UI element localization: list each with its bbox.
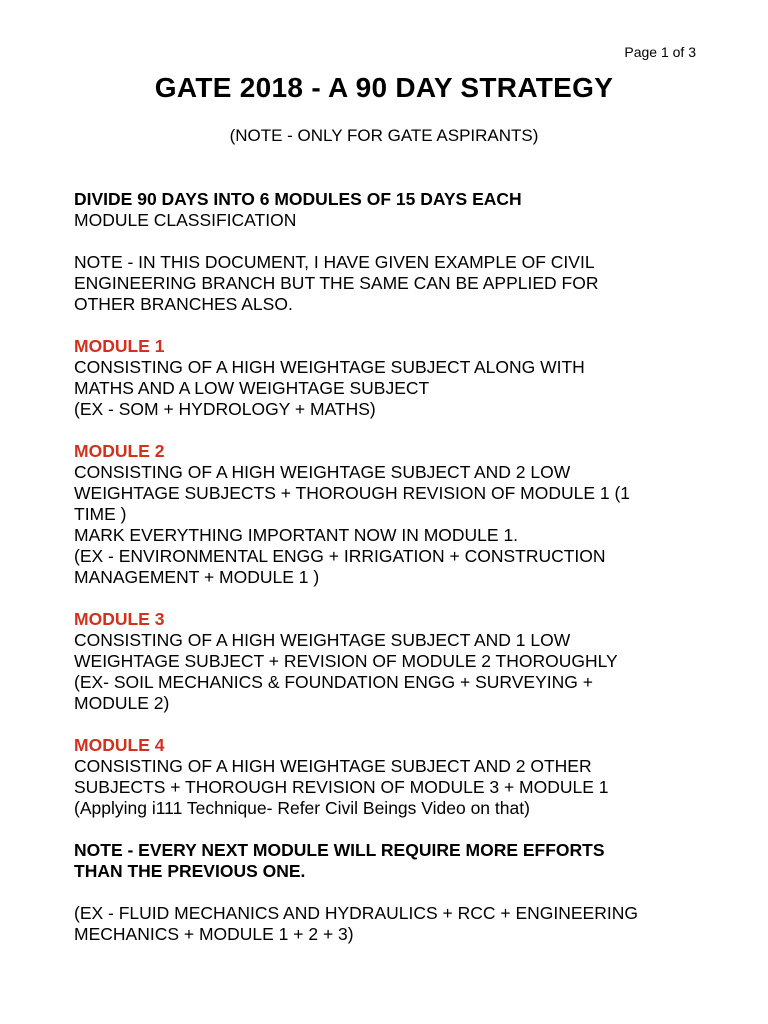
module-1-line: MATHS AND A LOW WEIGHTAGE SUBJECT (74, 378, 430, 398)
intro-heading: DIVIDE 90 DAYS INTO 6 MODULES OF 15 DAYS EACH (74, 189, 522, 209)
module-2-line: MARK EVERYTHING IMPORTANT NOW IN MODULE 1. (74, 525, 519, 545)
document-title: GATE 2018 - A 90 DAY STRATEGY (154, 72, 614, 103)
module-2-line: WEIGHTAGE SUBJECTS + THOROUGH REVISION OF MODULE 1 (1 (74, 483, 631, 503)
module-3-line: CONSISTING OF A HIGH WEIGHTAGE SUBJECT AND 1 LOW (74, 630, 571, 650)
closing-example-line: (EX - FLUID MECHANICS AND HYDRAULICS + RCC + ENGINEERING (74, 903, 638, 923)
intro-note-line: OTHER BRANCHES ALSO. (74, 294, 293, 314)
module-2-heading: MODULE 2 (74, 441, 165, 461)
module-2-line: (EX - ENVIRONMENTAL ENGG + IRRIGATION + CONSTRUCTION (74, 546, 606, 566)
module-4-line: (Applying i111 Technique- Refer Civil Beings Video on that) (74, 798, 530, 818)
spacer (74, 420, 714, 441)
module-4-line: CONSISTING OF A HIGH WEIGHTAGE SUBJECT AND 2 OTHER (74, 756, 592, 776)
intro-note-line: ENGINEERING BRANCH BUT THE SAME CAN BE APPLIED FOR (74, 273, 599, 293)
closing-example-line: MECHANICS + MODULE 1 + 2 + 3) (74, 924, 354, 944)
intro-classification: MODULE CLASSIFICATION (74, 210, 297, 230)
spacer (74, 231, 714, 252)
intro-note-line: NOTE - IN THIS DOCUMENT, I HAVE GIVEN EXAMPLE OF CIVIL (74, 252, 595, 272)
module-3-line: (EX- SOIL MECHANICS & FOUNDATION ENGG + SURVEYING + (74, 672, 593, 692)
module-2-line: MANAGEMENT + MODULE 1 ) (74, 567, 320, 587)
module-3-line: WEIGHTAGE SUBJECT + REVISION OF MODULE 2 THOROUGHLY (74, 651, 618, 671)
module-4-line: SUBJECTS + THOROUGH REVISION OF MODULE 3 + MODULE 1 (74, 777, 609, 797)
module-1-heading: MODULE 1 (74, 336, 165, 356)
spacer (74, 588, 714, 609)
module-1-line: CONSISTING OF A HIGH WEIGHTAGE SUBJECT ALONG WITH (74, 357, 585, 377)
spacer (74, 714, 714, 735)
spacer (74, 315, 714, 336)
document-subtitle: (NOTE - ONLY FOR GATE ASPIRANTS) (229, 126, 539, 145)
module-3-line: MODULE 2) (74, 693, 170, 713)
closing-note-line: NOTE - EVERY NEXT MODULE WILL REQUIRE MORE EFFORTS (74, 840, 605, 860)
module-4-heading: MODULE 4 (74, 735, 165, 755)
document-body (74, 189, 714, 945)
spacer (74, 882, 714, 903)
module-2-line: TIME ) (74, 504, 127, 524)
module-1-line: (EX - SOM + HYDROLOGY + MATHS) (74, 399, 376, 419)
module-2-line: CONSISTING OF A HIGH WEIGHTAGE SUBJECT AND 2 LOW (74, 462, 571, 482)
spacer (74, 819, 714, 840)
closing-note-line: THAN THE PREVIOUS ONE. (74, 861, 306, 881)
module-3-heading: MODULE 3 (74, 609, 165, 629)
page-number: Page 1 of 3 (624, 44, 696, 60)
